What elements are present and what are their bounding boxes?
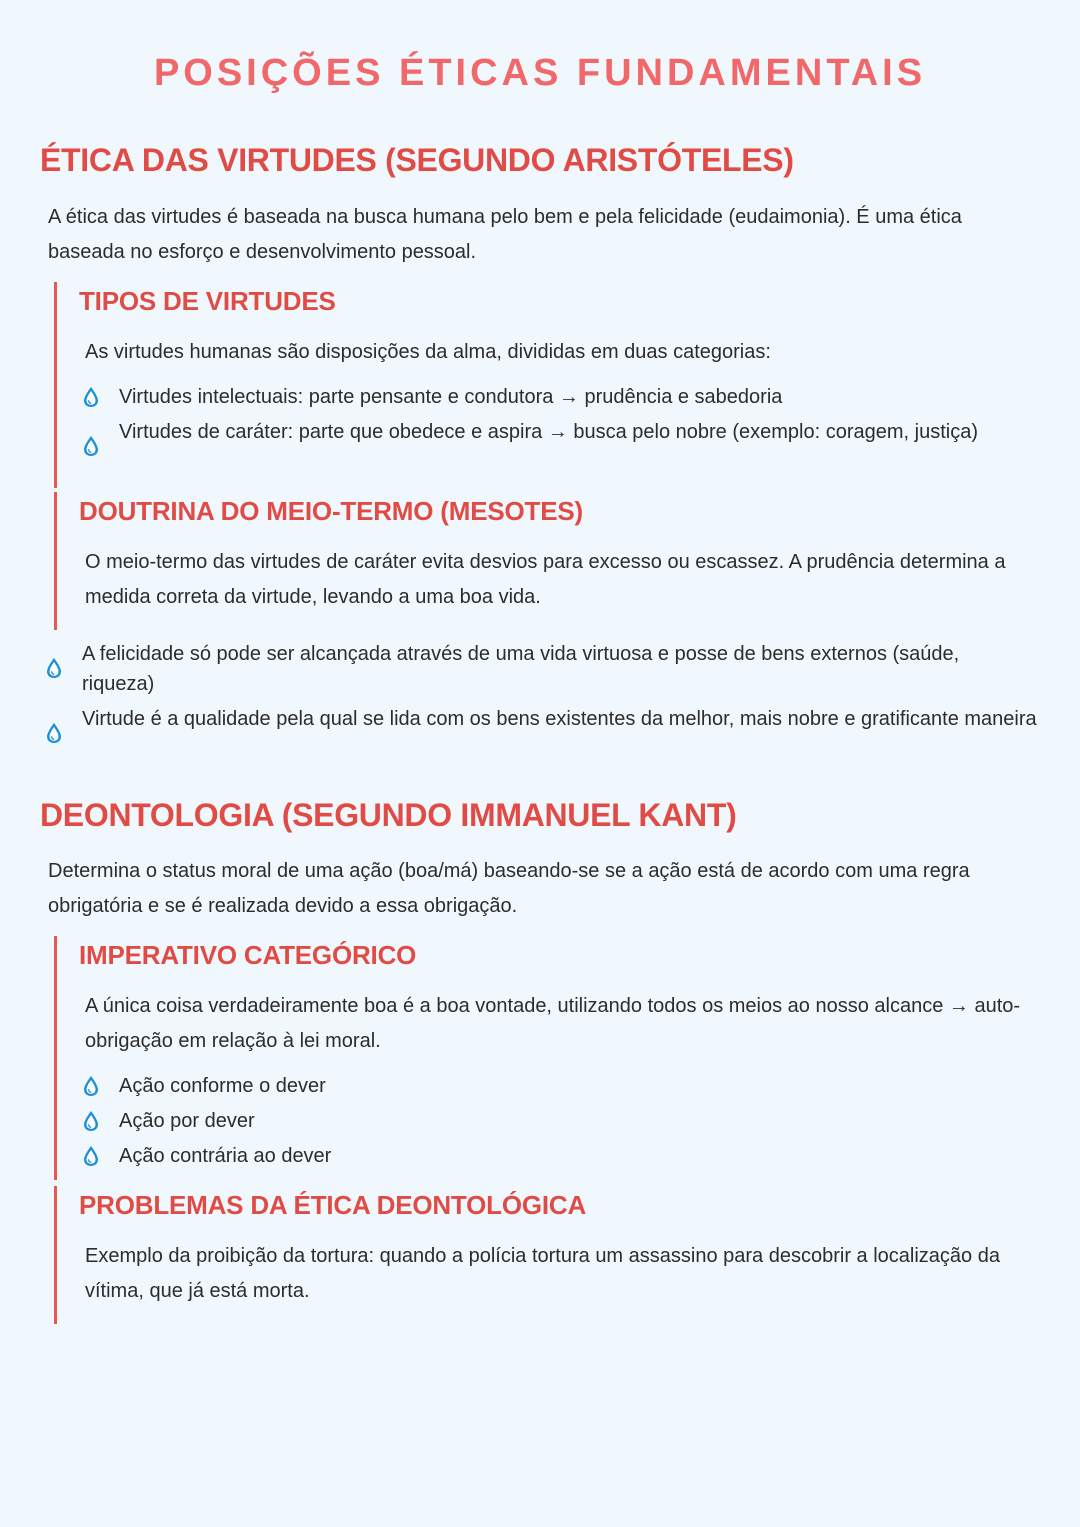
water-drop-icon	[83, 435, 99, 457]
page-title: POSIÇÕES ÉTICAS FUNDAMENTAIS	[153, 52, 927, 94]
section-heading-virtue-ethics: ÉTICA DAS VIRTUDES (SEGUNDO ARISTÓTELES)	[40, 142, 794, 178]
subsection-text: A única coisa verdadeiramente boa é a boa vontade, utilizando todos os meios ao nosso alcance → auto-obrigação em relação à lei moral.	[85, 995, 1021, 1052]
subsection-heading: PROBLEMAS DA ÉTICA DEONTOLÓGICA	[79, 1190, 587, 1220]
subsection-categorical-imperative	[54, 936, 1047, 1180]
list-item-text: Virtudes de caráter: parte que obedece e aspira → busca pelo nobre (exemplo: coragem, justiça)	[119, 421, 979, 443]
list-item-text: A felicidade só pode ser alcançada através de uma vida virtuosa e posse de bens externos (saúde, riqueza)	[82, 643, 960, 695]
section-intro-virtue-ethics: A ética das virtudes é baseada na busca humana pelo bem e pela felicidade (eudaimonia). É uma ética baseada no esforço e desenvolvimento pessoal.	[48, 206, 962, 263]
subsection-text: O meio-termo das virtudes de caráter evita desvios para excesso ou escassez. A prudência determina a medida correta da virtude, levando a uma boa vida.	[85, 551, 1006, 608]
subsection-doctrine-of-mean	[54, 492, 1047, 630]
water-drop-icon	[46, 657, 62, 679]
subsection-types-of-virtues	[54, 282, 1047, 488]
subsection-text: Exemplo da proibição da tortura: quando a polícia tortura um assassino para descobrir a localização da vítima, que já está morta.	[85, 1245, 1000, 1302]
list-item-text: Virtudes intelectuais: parte pensante e condutora → prudência e sabedoria	[119, 386, 783, 408]
water-drop-icon	[83, 1075, 99, 1097]
water-drop-icon	[83, 1145, 99, 1167]
list-item-text: Virtude é a qualidade pela qual se lida com os bens existentes da melhor, mais nobre e gratificante maneira	[82, 708, 1037, 730]
water-drop-icon	[83, 386, 99, 408]
subsection-heading: DOUTRINA DO MEIO-TERMO (MESOTES)	[79, 496, 583, 526]
section-heading-deontology: DEONTOLOGIA (SEGUNDO IMMANUEL KANT)	[40, 797, 737, 833]
water-drop-icon	[83, 1110, 99, 1132]
list-item-text: Ação conforme o dever	[119, 1075, 326, 1097]
water-drop-icon	[46, 722, 62, 744]
section-intro-deontology: Determina o status moral de uma ação (boa/má) baseando-se se a ação está de acordo com uma regra obrigatória e se é realizada devido a essa obrigação.	[48, 860, 970, 917]
subsection-heading: IMPERATIVO CATEGÓRICO	[79, 940, 417, 970]
subsection-heading: TIPOS DE VIRTUDES	[79, 286, 336, 316]
list-item-text: Ação contrária ao dever	[119, 1145, 332, 1167]
subsection-deontology-problems	[54, 1186, 1047, 1324]
list-item-text: Ação por dever	[119, 1110, 255, 1132]
subsection-text: As virtudes humanas são disposições da alma, divididas em duas categorias:	[85, 341, 771, 363]
